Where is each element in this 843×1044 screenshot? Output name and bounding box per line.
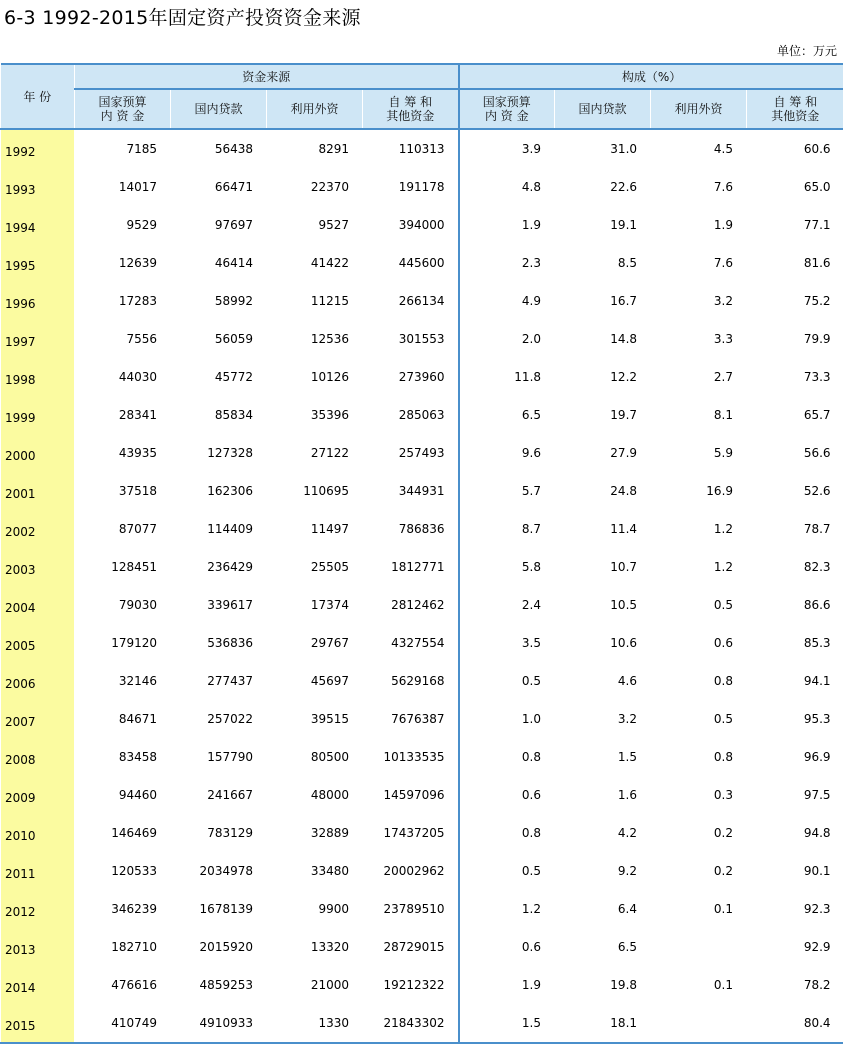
cell-self-raised: 10133535	[363, 738, 459, 776]
table-row	[1, 624, 843, 662]
cell-loans-pct: 16.7	[555, 282, 651, 320]
cell-loans-pct: 10.5	[555, 586, 651, 624]
group-header-source: 资金来源	[75, 64, 459, 89]
cell-loans: 56438	[171, 129, 267, 168]
cell-loans: 277437	[171, 662, 267, 700]
cell-self-raised-pct: 90.1	[747, 852, 843, 890]
cell-foreign: 48000	[267, 776, 363, 814]
cell-self-raised: 344931	[363, 472, 459, 510]
cell-loans-pct: 11.4	[555, 510, 651, 548]
cell-year: 1994	[1, 206, 75, 244]
cell-self-raised: 7676387	[363, 700, 459, 738]
cell-loans-pct: 9.2	[555, 852, 651, 890]
cell-budget-pct: 6.5	[459, 396, 555, 434]
cell-budget: 83458	[75, 738, 171, 776]
cell-year: 2015	[1, 1004, 75, 1043]
cell-self-raised-pct: 60.6	[747, 129, 843, 168]
cell-foreign-pct: 8.1	[651, 396, 747, 434]
col-header-self-raised: 自 筹 和 其他资金	[363, 89, 459, 129]
cell-year: 2008	[1, 738, 75, 776]
cell-loans: 56059	[171, 320, 267, 358]
cell-self-raised-pct: 78.2	[747, 966, 843, 1004]
table-row	[1, 358, 843, 396]
cell-self-raised: 273960	[363, 358, 459, 396]
cell-year: 1999	[1, 396, 75, 434]
cell-loans: 127328	[171, 434, 267, 472]
table-row	[1, 700, 843, 738]
cell-self-raised-pct: 97.5	[747, 776, 843, 814]
cell-budget-pct: 2.0	[459, 320, 555, 358]
cell-year: 2011	[1, 852, 75, 890]
cell-loans-pct: 19.1	[555, 206, 651, 244]
table-row	[1, 548, 843, 586]
cell-foreign-pct: 0.1	[651, 966, 747, 1004]
cell-loans-pct: 3.2	[555, 700, 651, 738]
cell-budget-pct: 11.8	[459, 358, 555, 396]
cell-loans-pct: 4.2	[555, 814, 651, 852]
table-row	[1, 966, 843, 1004]
cell-self-raised: 266134	[363, 282, 459, 320]
cell-loans-pct: 12.2	[555, 358, 651, 396]
cell-budget-pct: 8.7	[459, 510, 555, 548]
cell-self-raised: 21843302	[363, 1004, 459, 1043]
cell-year: 2005	[1, 624, 75, 662]
table-row	[1, 738, 843, 776]
cell-year: 2009	[1, 776, 75, 814]
cell-foreign-pct: 2.7	[651, 358, 747, 396]
cell-foreign: 9527	[267, 206, 363, 244]
cell-foreign: 21000	[267, 966, 363, 1004]
cell-loans-pct: 18.1	[555, 1004, 651, 1043]
cell-foreign: 29767	[267, 624, 363, 662]
cell-self-raised-pct: 75.2	[747, 282, 843, 320]
cell-budget: 94460	[75, 776, 171, 814]
cell-loans: 2015920	[171, 928, 267, 966]
cell-foreign-pct: 1.9	[651, 206, 747, 244]
cell-budget: 37518	[75, 472, 171, 510]
cell-loans-pct: 22.6	[555, 168, 651, 206]
table-row	[1, 320, 843, 358]
cell-loans: 114409	[171, 510, 267, 548]
cell-foreign: 39515	[267, 700, 363, 738]
cell-year: 2002	[1, 510, 75, 548]
col-header-loans-pct: 国内贷款	[555, 89, 651, 129]
table-row	[1, 852, 843, 890]
cell-loans: 4910933	[171, 1004, 267, 1043]
cell-budget: 179120	[75, 624, 171, 662]
cell-loans-pct: 19.8	[555, 966, 651, 1004]
year-header: 年 份	[1, 64, 75, 129]
group-header-composition: 构成（%）	[459, 64, 843, 89]
cell-loans-pct: 27.9	[555, 434, 651, 472]
cell-budget-pct: 1.9	[459, 206, 555, 244]
cell-loans: 241667	[171, 776, 267, 814]
cell-year: 2004	[1, 586, 75, 624]
cell-year: 2012	[1, 890, 75, 928]
cell-foreign: 10126	[267, 358, 363, 396]
cell-loans: 2034978	[171, 852, 267, 890]
cell-budget: 79030	[75, 586, 171, 624]
cell-budget: 410749	[75, 1004, 171, 1043]
cell-year: 1992	[1, 129, 75, 168]
cell-budget-pct: 1.0	[459, 700, 555, 738]
cell-self-raised-pct: 52.6	[747, 472, 843, 510]
table-row	[1, 244, 843, 282]
col-header-foreign-pct: 利用外资	[651, 89, 747, 129]
cell-foreign: 8291	[267, 129, 363, 168]
cell-foreign: 25505	[267, 548, 363, 586]
cell-loans-pct: 1.5	[555, 738, 651, 776]
cell-year: 2013	[1, 928, 75, 966]
table-row	[1, 510, 843, 548]
cell-foreign: 27122	[267, 434, 363, 472]
cell-self-raised-pct: 85.3	[747, 624, 843, 662]
data-table	[0, 63, 843, 1044]
col-header-self-raised-pct: 自 筹 和 其他资金	[747, 89, 843, 129]
cell-budget-pct: 0.8	[459, 738, 555, 776]
cell-budget-pct: 1.5	[459, 1004, 555, 1043]
cell-loans-pct: 14.8	[555, 320, 651, 358]
cell-self-raised: 285063	[363, 396, 459, 434]
cell-self-raised: 20002962	[363, 852, 459, 890]
cell-budget: 120533	[75, 852, 171, 890]
table-row	[1, 206, 843, 244]
cell-year: 2010	[1, 814, 75, 852]
table-row	[1, 396, 843, 434]
col-header-loans: 国内贷款	[171, 89, 267, 129]
cell-foreign: 13320	[267, 928, 363, 966]
cell-foreign-pct: 0.6	[651, 624, 747, 662]
cell-self-raised-pct: 95.3	[747, 700, 843, 738]
cell-self-raised-pct: 78.7	[747, 510, 843, 548]
cell-self-raised-pct: 65.7	[747, 396, 843, 434]
cell-foreign: 11215	[267, 282, 363, 320]
cell-loans-pct: 8.5	[555, 244, 651, 282]
cell-loans: 339617	[171, 586, 267, 624]
cell-budget: 476616	[75, 966, 171, 1004]
cell-self-raised-pct: 92.9	[747, 928, 843, 966]
cell-self-raised: 257493	[363, 434, 459, 472]
cell-budget-pct: 4.9	[459, 282, 555, 320]
cell-year: 1993	[1, 168, 75, 206]
cell-budget: 9529	[75, 206, 171, 244]
cell-foreign-pct: 0.5	[651, 586, 747, 624]
cell-foreign-pct: 1.2	[651, 510, 747, 548]
cell-year: 1998	[1, 358, 75, 396]
cell-foreign-pct: 4.5	[651, 129, 747, 168]
cell-foreign-pct: 0.5	[651, 700, 747, 738]
table-row	[1, 586, 843, 624]
cell-budget-pct: 0.6	[459, 776, 555, 814]
cell-budget-pct: 4.8	[459, 168, 555, 206]
cell-loans-pct: 4.6	[555, 662, 651, 700]
cell-self-raised: 17437205	[363, 814, 459, 852]
cell-foreign: 45697	[267, 662, 363, 700]
cell-foreign-pct: 3.3	[651, 320, 747, 358]
cell-foreign: 22370	[267, 168, 363, 206]
cell-foreign: 33480	[267, 852, 363, 890]
cell-year: 2014	[1, 966, 75, 1004]
cell-budget: 32146	[75, 662, 171, 700]
cell-year: 2000	[1, 434, 75, 472]
cell-loans: 157790	[171, 738, 267, 776]
cell-loans: 783129	[171, 814, 267, 852]
cell-budget-pct: 1.2	[459, 890, 555, 928]
cell-self-raised: 394000	[363, 206, 459, 244]
cell-foreign: 9900	[267, 890, 363, 928]
cell-self-raised-pct: 80.4	[747, 1004, 843, 1043]
cell-year: 1997	[1, 320, 75, 358]
cell-self-raised-pct: 86.6	[747, 586, 843, 624]
cell-budget: 12639	[75, 244, 171, 282]
cell-self-raised: 14597096	[363, 776, 459, 814]
cell-budget-pct: 2.3	[459, 244, 555, 282]
cell-self-raised: 110313	[363, 129, 459, 168]
cell-self-raised-pct: 81.6	[747, 244, 843, 282]
cell-budget: 7185	[75, 129, 171, 168]
col-header-foreign: 利用外资	[267, 89, 363, 129]
cell-budget: 17283	[75, 282, 171, 320]
cell-year: 2006	[1, 662, 75, 700]
cell-loans: 46414	[171, 244, 267, 282]
cell-foreign-pct: 0.2	[651, 852, 747, 890]
cell-loans: 236429	[171, 548, 267, 586]
cell-loans-pct: 6.5	[555, 928, 651, 966]
cell-budget-pct: 0.6	[459, 928, 555, 966]
cell-budget-pct: 0.5	[459, 662, 555, 700]
cell-foreign: 1330	[267, 1004, 363, 1043]
cell-loans: 45772	[171, 358, 267, 396]
table-title: 6-3 1992-2015年固定资产投资资金来源	[4, 6, 361, 30]
cell-loans: 536836	[171, 624, 267, 662]
cell-budget: 182710	[75, 928, 171, 966]
cell-self-raised-pct: 65.0	[747, 168, 843, 206]
cell-loans-pct: 31.0	[555, 129, 651, 168]
cell-budget-pct: 5.7	[459, 472, 555, 510]
cell-foreign-pct: 3.2	[651, 282, 747, 320]
cell-foreign: 41422	[267, 244, 363, 282]
cell-budget: 146469	[75, 814, 171, 852]
cell-foreign-pct	[651, 928, 747, 966]
cell-foreign: 32889	[267, 814, 363, 852]
cell-foreign-pct: 0.8	[651, 738, 747, 776]
cell-self-raised: 5629168	[363, 662, 459, 700]
cell-budget: 84671	[75, 700, 171, 738]
table-row	[1, 282, 843, 320]
cell-self-raised-pct: 73.3	[747, 358, 843, 396]
cell-self-raised: 786836	[363, 510, 459, 548]
cell-budget: 87077	[75, 510, 171, 548]
cell-year: 2007	[1, 700, 75, 738]
table-row	[1, 890, 843, 928]
cell-budget-pct: 9.6	[459, 434, 555, 472]
cell-budget: 28341	[75, 396, 171, 434]
cell-budget-pct: 2.4	[459, 586, 555, 624]
cell-self-raised: 19212322	[363, 966, 459, 1004]
cell-self-raised: 445600	[363, 244, 459, 282]
cell-budget: 346239	[75, 890, 171, 928]
table-row	[1, 472, 843, 510]
cell-self-raised-pct: 94.8	[747, 814, 843, 852]
table-row	[1, 434, 843, 472]
cell-self-raised: 23789510	[363, 890, 459, 928]
cell-foreign: 17374	[267, 586, 363, 624]
table-row	[1, 1004, 843, 1043]
cell-year: 2001	[1, 472, 75, 510]
cell-foreign-pct: 0.2	[651, 814, 747, 852]
table-row	[1, 662, 843, 700]
cell-foreign-pct: 5.9	[651, 434, 747, 472]
unit-label: 单位：万元	[777, 43, 837, 59]
cell-loans-pct: 19.7	[555, 396, 651, 434]
cell-self-raised: 191178	[363, 168, 459, 206]
cell-loans-pct: 6.4	[555, 890, 651, 928]
cell-loans: 85834	[171, 396, 267, 434]
cell-self-raised-pct: 56.6	[747, 434, 843, 472]
table-body	[1, 129, 843, 1043]
cell-self-raised: 2812462	[363, 586, 459, 624]
cell-year: 1996	[1, 282, 75, 320]
cell-loans: 1678139	[171, 890, 267, 928]
col-header-budget: 国家预算 内 资 金	[75, 89, 171, 129]
cell-foreign: 12536	[267, 320, 363, 358]
cell-budget-pct: 0.8	[459, 814, 555, 852]
table-row	[1, 814, 843, 852]
cell-foreign-pct: 7.6	[651, 168, 747, 206]
cell-foreign-pct: 0.3	[651, 776, 747, 814]
cell-self-raised: 4327554	[363, 624, 459, 662]
table-row	[1, 928, 843, 966]
cell-self-raised-pct: 79.9	[747, 320, 843, 358]
cell-loans-pct: 10.6	[555, 624, 651, 662]
cell-budget-pct: 5.8	[459, 548, 555, 586]
cell-loans: 58992	[171, 282, 267, 320]
cell-budget-pct: 1.9	[459, 966, 555, 1004]
cell-foreign: 35396	[267, 396, 363, 434]
cell-self-raised-pct: 92.3	[747, 890, 843, 928]
cell-loans: 4859253	[171, 966, 267, 1004]
cell-loans: 162306	[171, 472, 267, 510]
cell-self-raised-pct: 77.1	[747, 206, 843, 244]
cell-foreign-pct	[651, 1004, 747, 1043]
cell-self-raised: 1812771	[363, 548, 459, 586]
cell-self-raised-pct: 96.9	[747, 738, 843, 776]
cell-budget: 44030	[75, 358, 171, 396]
cell-foreign: 110695	[267, 472, 363, 510]
table-row	[1, 168, 843, 206]
cell-year: 1995	[1, 244, 75, 282]
cell-loans: 257022	[171, 700, 267, 738]
cell-budget: 14017	[75, 168, 171, 206]
cell-budget: 7556	[75, 320, 171, 358]
cell-foreign-pct: 0.8	[651, 662, 747, 700]
cell-budget-pct: 0.5	[459, 852, 555, 890]
cell-loans-pct: 1.6	[555, 776, 651, 814]
cell-foreign-pct: 0.1	[651, 890, 747, 928]
cell-loans-pct: 24.8	[555, 472, 651, 510]
cell-foreign-pct: 1.2	[651, 548, 747, 586]
cell-self-raised: 28729015	[363, 928, 459, 966]
cell-budget: 128451	[75, 548, 171, 586]
table-row	[1, 776, 843, 814]
cell-budget-pct: 3.5	[459, 624, 555, 662]
cell-budget: 43935	[75, 434, 171, 472]
cell-self-raised-pct: 94.1	[747, 662, 843, 700]
cell-loans-pct: 10.7	[555, 548, 651, 586]
cell-foreign-pct: 16.9	[651, 472, 747, 510]
cell-loans: 66471	[171, 168, 267, 206]
cell-foreign: 11497	[267, 510, 363, 548]
table-row	[1, 129, 843, 168]
col-header-budget-pct: 国家预算 内 资 金	[459, 89, 555, 129]
cell-loans: 97697	[171, 206, 267, 244]
cell-budget-pct: 3.9	[459, 129, 555, 168]
cell-self-raised-pct: 82.3	[747, 548, 843, 586]
cell-year: 2003	[1, 548, 75, 586]
cell-foreign-pct: 7.6	[651, 244, 747, 282]
cell-self-raised: 301553	[363, 320, 459, 358]
cell-foreign: 80500	[267, 738, 363, 776]
